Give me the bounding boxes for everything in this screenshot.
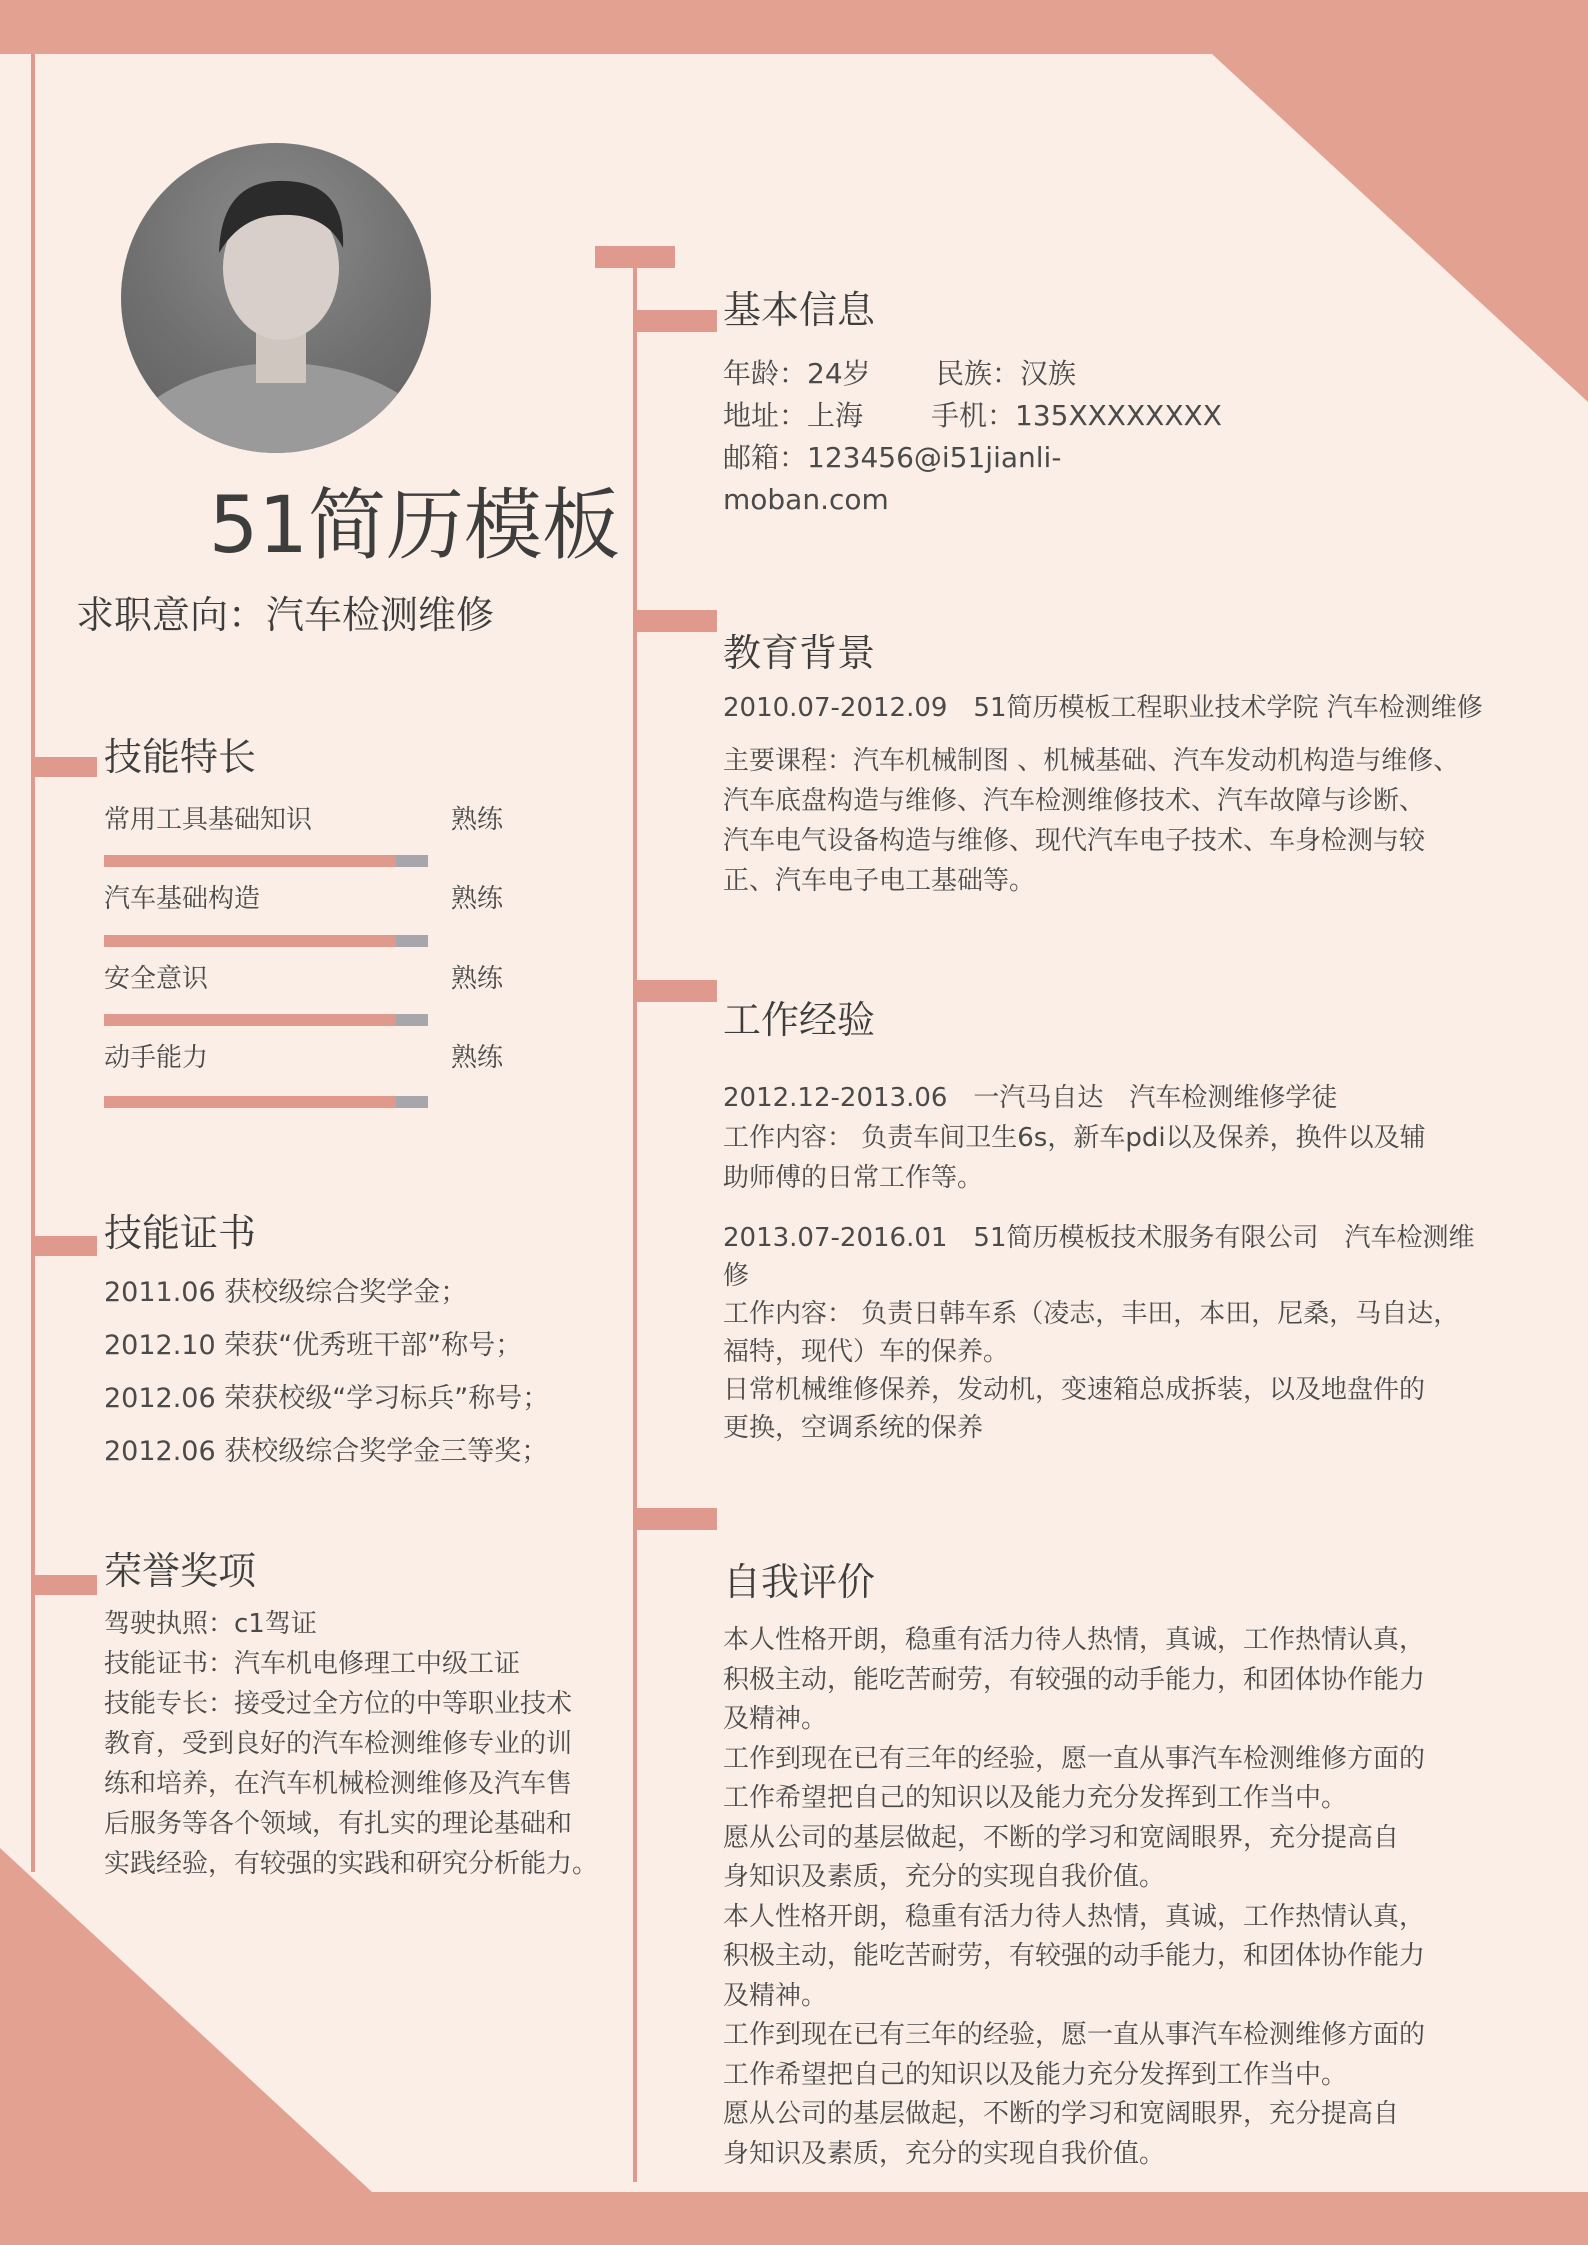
work-entry-1 [723,1078,1426,1198]
evaluation-line: 工作希望把自己的知识以及能力充分发挥到工作当中。 [723,2059,1348,2090]
skill-level: 熟练 [451,1043,504,1073]
resume-name: 51简历模板 [208,481,620,571]
job-detail: 福特，现代）车的保养。 [723,1337,1010,1367]
honors-line: 技能专长：接受过全方位的中等职业技术 [104,1689,573,1719]
self-evaluation-text [723,1621,1425,2174]
job-detail: 更换，空调系统的保养 [723,1413,984,1443]
evaluation-line: 身知识及素质，充分的实现自我价值。 [723,1862,1166,1892]
ethnicity-field: 民族：汉族 [936,357,1077,390]
skill-name: 常用工具基础知识 [104,805,313,835]
skill-name: 安全意识 [104,964,209,994]
email-field-continued: moban.com [723,483,889,516]
skill-bar-fill [104,855,396,867]
work-title: 工作经验 [723,998,876,1042]
evaluation-line: 身知识及素质，充分的实现自我价值。 [723,2138,1166,2169]
evaluation-line: 及精神。 [723,1704,828,1734]
address-field: 地址：上海 [723,399,864,432]
skill-bar-fill [104,1014,396,1026]
job-detail: 工作内容： 负责车间卫生6s，新车pdi以及保养，换件以及辅 [723,1123,1426,1153]
job-detail: 工作内容： 负责日韩车系（凌志，丰田，本田，尼桑，马自达， [723,1299,1460,1329]
evaluation-line: 积极主动，能吃苦耐劳，有较强的动手能力，和团体协作能力 [723,1941,1426,1971]
evaluation-line: 工作到现在已有三年的经验，愿一直从事汽车检测维修方面的 [723,1743,1426,1774]
work-entry-2 [723,1219,1475,1447]
course-line: 汽车电气设备构造与维修、现代汽车电子技术、车身检测与较 [723,826,1426,856]
course-line: 正、汽车电子电工基础等。 [723,866,1036,896]
evaluation-line: 愿从公司的基层做起，不断的学习和宽阔眼界，充分提高自 [723,1822,1400,1853]
certificate-item: 2012.06 荣获校级“学习标兵”称号； [104,1383,550,1414]
skill-bar [104,935,428,947]
bottom-left-triangle [0,1848,372,2192]
work-section-marker [635,980,717,1002]
skill-bar [104,1014,428,1026]
skill-bar [104,1096,428,1108]
job-intent [76,587,494,643]
evaluation-line: 本人性格开朗，稳重有活力待人热情，真诚，工作热情认真， [723,1625,1426,1655]
evaluation-line: 本人性格开朗，稳重有活力待人热情，真诚，工作热情认真， [723,1901,1426,1932]
job-header: 2012.12-2013.06 一汽马自达 汽车检测维修学徒 [723,1083,1338,1113]
center-top-marker [595,246,675,268]
top-band [0,0,1588,54]
honors-section-marker [35,1575,97,1595]
education-title: 教育背景 [723,631,876,675]
honors-line: 实践经验，有较强的实践和研究分析能力。 [104,1849,599,1879]
left-vertical-line [31,54,35,1872]
job-detail: 助师傅的日常工作等。 [723,1163,984,1193]
skill-bar-fill [104,935,396,947]
top-right-triangle [1212,54,1588,402]
skill-bar-fill [104,1096,396,1108]
evaluation-line: 工作到现在已有三年的经验，愿一直从事汽车检测维修方面的 [723,2020,1426,2050]
evaluation-line: 及精神。 [723,1980,828,2011]
age-field: 年龄：24岁 [723,357,871,390]
honors-text [104,1604,598,1884]
certificate-item: 2012.10 荣获“优秀班干部”称号； [104,1330,523,1361]
phone-field: 手机：135XXXXXXXX [931,399,1222,432]
job-intent-value: 汽车检测维修 [266,593,495,637]
evaluation-line: 愿从公司的基层做起，不断的学习和宽阔眼界，充分提高自 [723,2099,1400,2129]
skill-name: 汽车基础构造 [104,884,261,914]
bottom-band [0,2192,1588,2245]
skill-bar [104,855,428,867]
education-period-line: 2010.07-2012.09 51简历模板工程职业技术学院 汽车检测维修 [723,693,1483,723]
education-period [723,688,1483,728]
certificate-item: 2012.06 获校级综合奖学金三等奖； [104,1436,549,1467]
education-courses [723,741,1459,901]
basic-info-section-marker [635,310,717,332]
certificates-section-marker [35,1236,97,1256]
job-header: 修 [723,1261,750,1291]
education-section-marker [635,610,717,632]
skill-name: 动手能力 [104,1043,209,1073]
evaluation-line: 工作希望把自己的知识以及能力充分发挥到工作当中。 [723,1783,1348,1813]
job-intent-label: 求职意向： [76,593,267,637]
job-detail: 日常机械维修保养，发动机，变速箱总成拆装，以及地盘件的 [723,1375,1426,1405]
course-line: 汽车底盘构造与维修、汽车检测维修技术、汽车故障与诊断、 [723,786,1426,816]
skill-level: 熟练 [451,964,504,994]
honors-line: 教育，受到良好的汽车检测维修专业的训 [104,1729,573,1759]
honors-line: 技能证书：汽车机电修理工中级工证 [104,1649,521,1679]
center-vertical-line [633,268,637,2182]
course-line: 主要课程：汽车机械制图 、机械基础、汽车发动机构造与维修、 [723,746,1460,776]
certificates-title: 技能证书 [104,1211,257,1255]
certificate-item: 2011.06 获校级综合奖学金； [104,1277,468,1308]
honors-line: 练和培养，在汽车机械检测维修及汽车售 [104,1769,573,1799]
self-evaluation-section-marker [635,1508,717,1530]
honors-title: 荣誉奖项 [104,1549,257,1593]
honors-line: 后服务等各个领域，有扎实的理论基础和 [104,1809,573,1839]
evaluation-line: 积极主动，能吃苦耐劳，有较强的动手能力，和团体协作能力 [723,1664,1426,1695]
profile-photo [121,143,431,453]
skill-level: 熟练 [451,884,504,914]
skills-section-marker [35,757,97,777]
job-header: 2013.07-2016.01 51简历模板技术服务有限公司 汽车检测维 [723,1223,1475,1253]
email-field: 邮箱：123456@i51jianli- [723,441,1062,474]
avatar-icon [121,143,431,453]
honors-line: 驾驶执照：c1驾证 [104,1609,317,1639]
skill-level: 熟练 [451,805,504,835]
skills-title: 技能特长 [104,735,257,779]
self-evaluation-title: 自我评价 [723,1560,876,1604]
basic-info-title: 基本信息 [723,288,876,332]
